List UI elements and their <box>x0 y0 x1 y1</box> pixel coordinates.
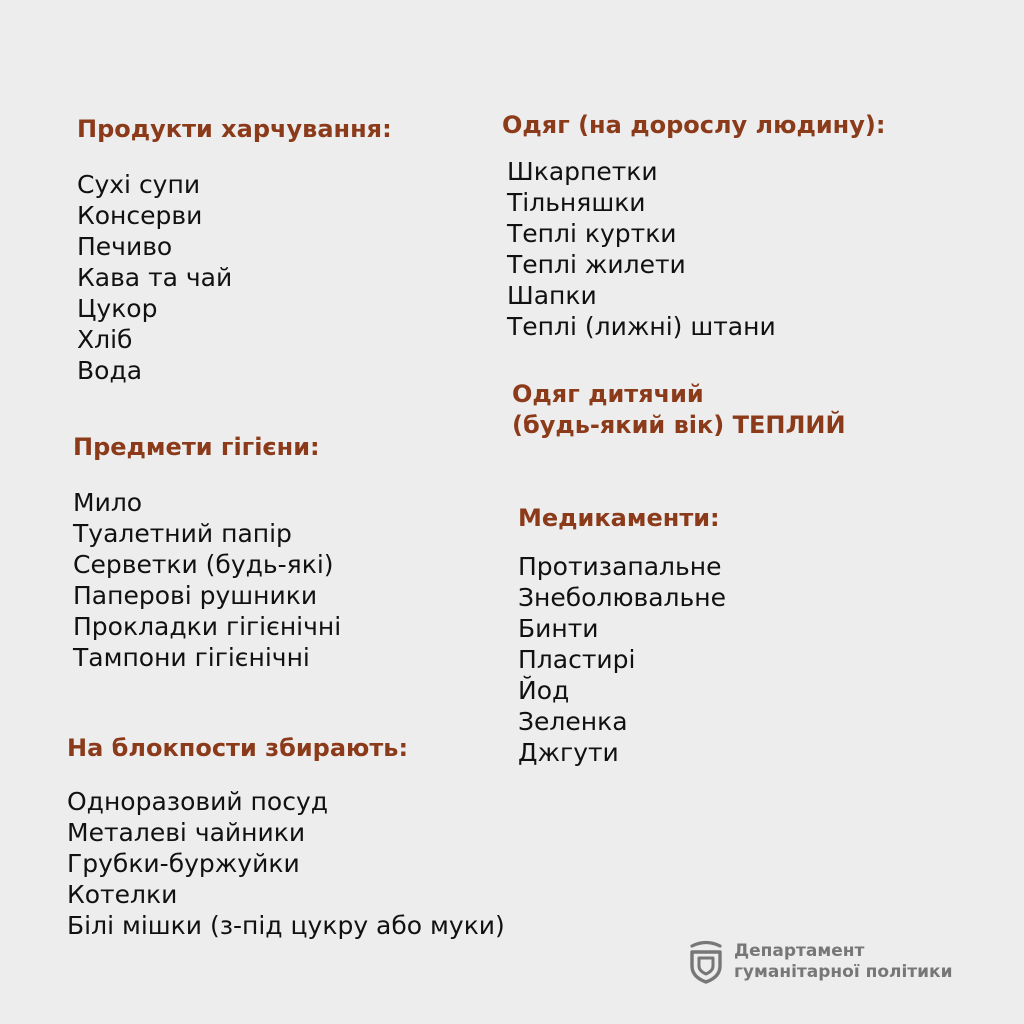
blockposts-section <box>67 733 505 941</box>
hygiene-item: Серветки (будь-які) <box>73 550 334 579</box>
adult-clothes-heading: Одяг (на дорослу людину): <box>502 111 886 139</box>
hygiene-list <box>73 487 341 673</box>
medicines-section <box>518 503 726 768</box>
blockposts-item: Металеві чайники <box>67 818 306 847</box>
hygiene-heading: Предмети гігієни: <box>73 433 320 461</box>
hygiene-item: Паперові рушники <box>73 581 318 610</box>
medicines-item: Знеболювальне <box>518 583 726 612</box>
hygiene-item: Прокладки гігієнічні <box>73 612 342 641</box>
food-section <box>77 114 392 386</box>
food-item: Цукор <box>77 294 158 323</box>
hygiene-item: Тампони гігієнічні <box>73 643 310 672</box>
food-item: Консерви <box>77 201 203 230</box>
food-item: Печиво <box>77 232 173 261</box>
food-item: Хліб <box>77 325 133 354</box>
hygiene-section <box>73 432 341 673</box>
medicines-item: Протизапальне <box>518 552 722 581</box>
adult-clothes-list <box>502 156 885 342</box>
blockposts-item: Білі мішки (з-під цукру або муки) <box>67 911 505 940</box>
adult-clothes-item: Шкарпетки <box>507 157 658 186</box>
medicines-item: Йод <box>518 676 570 705</box>
medicines-heading: Медикаменти: <box>518 504 720 532</box>
hygiene-item: Мило <box>73 488 143 517</box>
logo-text-line: гуманітарної політики <box>734 962 953 982</box>
hygiene-item: Туалетний папір <box>73 519 292 548</box>
medicines-item: Бинти <box>518 614 599 643</box>
medicines-item: Джгути <box>518 738 619 767</box>
logo-text <box>734 941 953 983</box>
blockposts-item: Грубки-буржуйки <box>67 849 300 878</box>
child-clothes-heading <box>512 379 846 441</box>
food-heading: Продукти харчування: <box>77 115 392 143</box>
blockposts-list <box>67 786 505 941</box>
adult-clothes-section <box>502 110 885 342</box>
adult-clothes-item: Теплі жилети <box>507 250 686 279</box>
blockposts-heading: На блокпости збирають: <box>67 734 409 762</box>
adult-clothes-item: Тільняшки <box>507 188 646 217</box>
adult-clothes-item: Шапки <box>507 281 597 310</box>
medicines-list <box>518 551 726 768</box>
adult-clothes-item: Теплі куртки <box>507 219 677 248</box>
child-clothes-heading-line: Одяг дитячий <box>512 380 704 408</box>
blockposts-item: Одноразовий посуд <box>67 787 329 816</box>
shield-logo-icon <box>688 940 724 984</box>
food-item: Сухі супи <box>77 170 201 199</box>
blockposts-item: Котелки <box>67 880 178 909</box>
logo-text-line: Департамент <box>734 941 865 961</box>
child-clothes-section <box>512 379 846 441</box>
food-item: Вода <box>77 356 143 385</box>
medicines-item: Пластирі <box>518 645 636 674</box>
department-logo <box>688 940 953 984</box>
child-clothes-heading-line: (будь-який вік) ТЕПЛИЙ <box>512 411 846 439</box>
food-item: Кава та чай <box>77 263 233 292</box>
food-list <box>77 169 392 386</box>
medicines-item: Зеленка <box>518 707 628 736</box>
adult-clothes-item: Теплі (лижні) штани <box>507 312 776 341</box>
